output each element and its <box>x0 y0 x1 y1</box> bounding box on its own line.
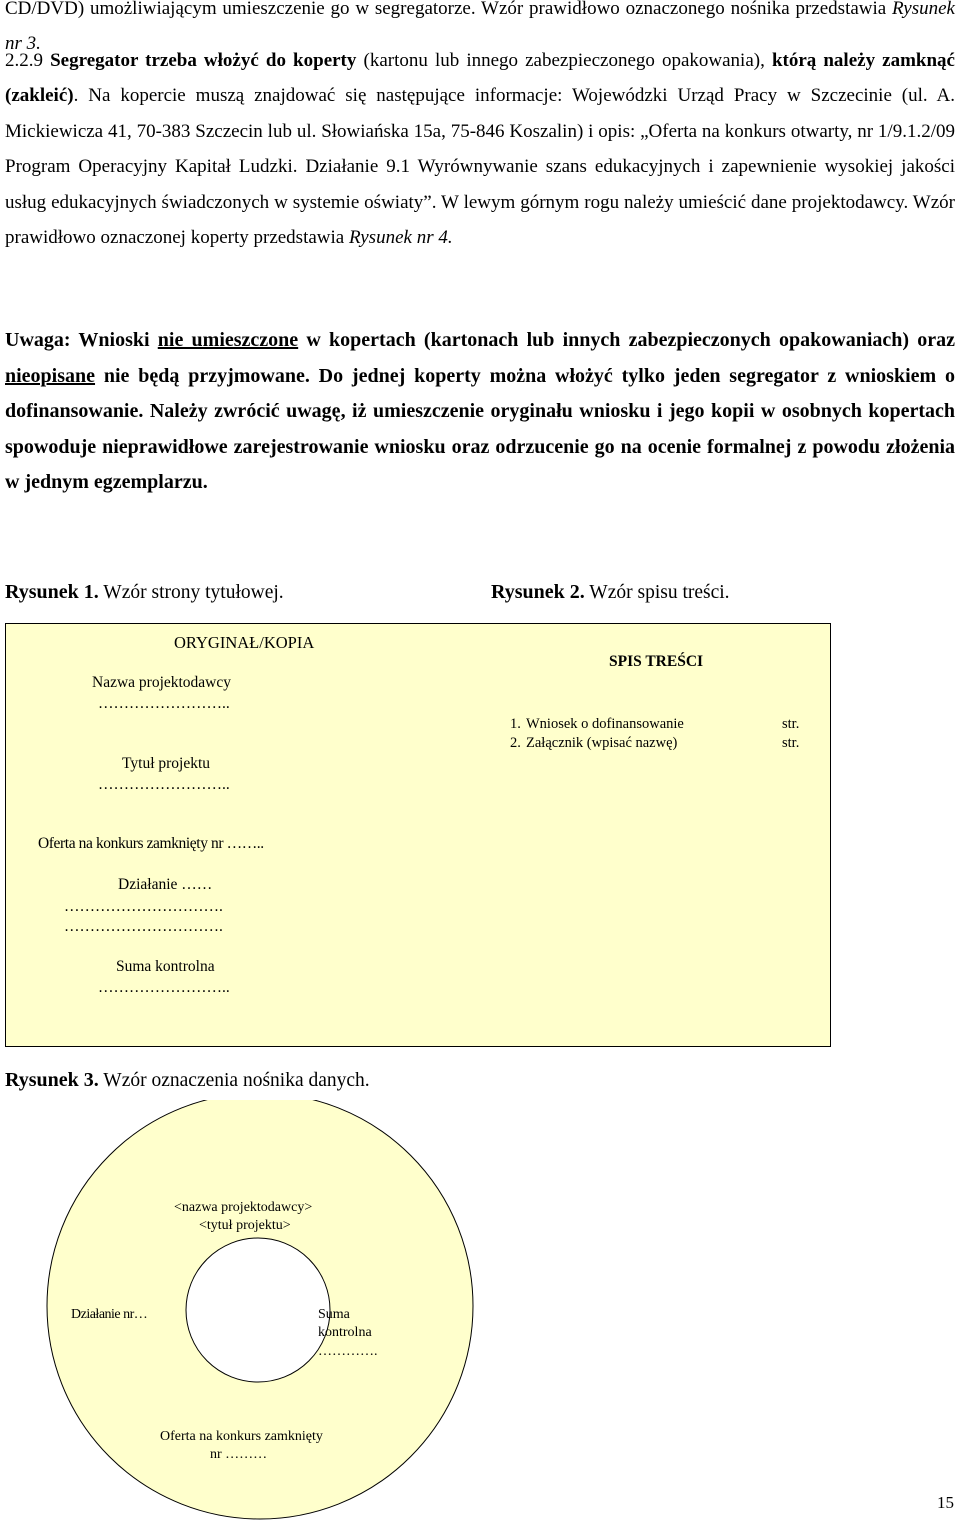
disc-checksum-a: Suma <box>318 1307 350 1322</box>
disc-checksum-b: kontrolna <box>318 1325 372 1340</box>
disc-checksum-dots: …………. <box>318 1344 378 1359</box>
toc-item-1-text: Wniosek o dofinansowanie <box>526 716 684 732</box>
offer-label: Oferta na konkurs zamknięty nr …….. <box>38 835 264 852</box>
figure1-caption: Rysunek 1. Wzór strony tytułowej. <box>5 581 284 603</box>
page-number: 15 <box>937 1493 954 1512</box>
disc-action: Działanie nr… <box>71 1307 148 1322</box>
checksum-label: Suma kontrolna <box>116 958 215 975</box>
checksum-dots: …………………….. <box>98 979 230 996</box>
toc-item-2-num: 2. <box>510 735 521 751</box>
toc-item-2-text: Załącznik (wpisać nazwę) <box>526 735 678 751</box>
disc-applicant: <nazwa projektodawcy> <box>174 1200 313 1215</box>
project-title-dots: …………………….. <box>98 776 230 793</box>
disc-offer-a: Oferta na konkurs zamknięty <box>160 1429 323 1444</box>
project-title-label: Tytuł projektu <box>122 755 211 772</box>
toc-item-2-page: str. <box>782 735 800 751</box>
toc-item-1-num: 1. <box>510 716 521 732</box>
disc-hole <box>186 1238 330 1382</box>
paragraph-envelope: 2.2.9 Segregator trzeba włożyć do koperty (kartonu lub innego zabezpieczonego opakowania), którą należy zamknąć (zakleić). Na kopercie muszą znajdować się następujące informacje: Wojewódzki Urząd Pracy w Szczecinie (ul. A. Mickiewicza 41, 70-383 Szczecin lub ul. Słowiańska 15a, 75-846 Koszalin) i opis: „Oferta na konkurs otwarty, nr 1/9.1.2/09 Program Operacyjny Kapitał Ludzki. Działanie 9.1 Wyrównywanie szans edukacyjnych i zapewnienie wysokiej jakości usług edukacyjnych świadczonych w systemie oświaty”. W lewym górnym rogu należy umieścić dane projektodawcy. Wzór prawidłowo oznaczonej koperty przedstawia Rysunek nr 4. <box>5 50 955 249</box>
action-label: Działanie …… <box>118 876 213 893</box>
disc-offer-b: nr ……… <box>210 1447 268 1462</box>
original-copy-label: ORYGINAŁ/KOPIA <box>174 633 315 652</box>
paragraph-warning: Uwaga: Wnioski nie umieszczone w kopertach (kartonach lub innych zabezpieczonych opakowaniach) oraz nieopisane nie będą przyjmowane. Do jednej koperty można włożyć tylko jeden segregator z wnioskiem o dofinansowanie. Należy zwrócić uwagę, iż umieszczenie oryginału wniosku i jego kopii w osobnych kopertach spowoduje nieprawidłowe zarejestrowanie wniosku oraz odrzucenie go na ocenie formalnej z powodu złożenia w jednym egzemplarzu. <box>5 329 956 493</box>
action-dots-2: …………………………. <box>64 918 223 935</box>
toc-heading: SPIS TREŚCI <box>609 653 704 670</box>
toc-item-1-page: str. <box>782 716 800 732</box>
applicant-dots: …………………….. <box>98 695 230 712</box>
action-dots-1: …………………………. <box>64 898 223 915</box>
figure2-caption: Rysunek 2. Wzór spisu treści. <box>491 581 730 603</box>
applicant-name-label: Nazwa projektodawcy <box>92 674 232 691</box>
disc-project-title: <tytuł projektu> <box>199 1218 291 1233</box>
paragraph-media-label: CD/DVD) umożliwiającym umieszczenie go w segregatorze. Wzór prawidłowo oznaczonego nośnika przedstawia Rysunek nr 3. <box>5 0 955 55</box>
figure3-caption: Rysunek 3. Wzór oznaczenia nośnika danych. <box>5 1069 370 1091</box>
